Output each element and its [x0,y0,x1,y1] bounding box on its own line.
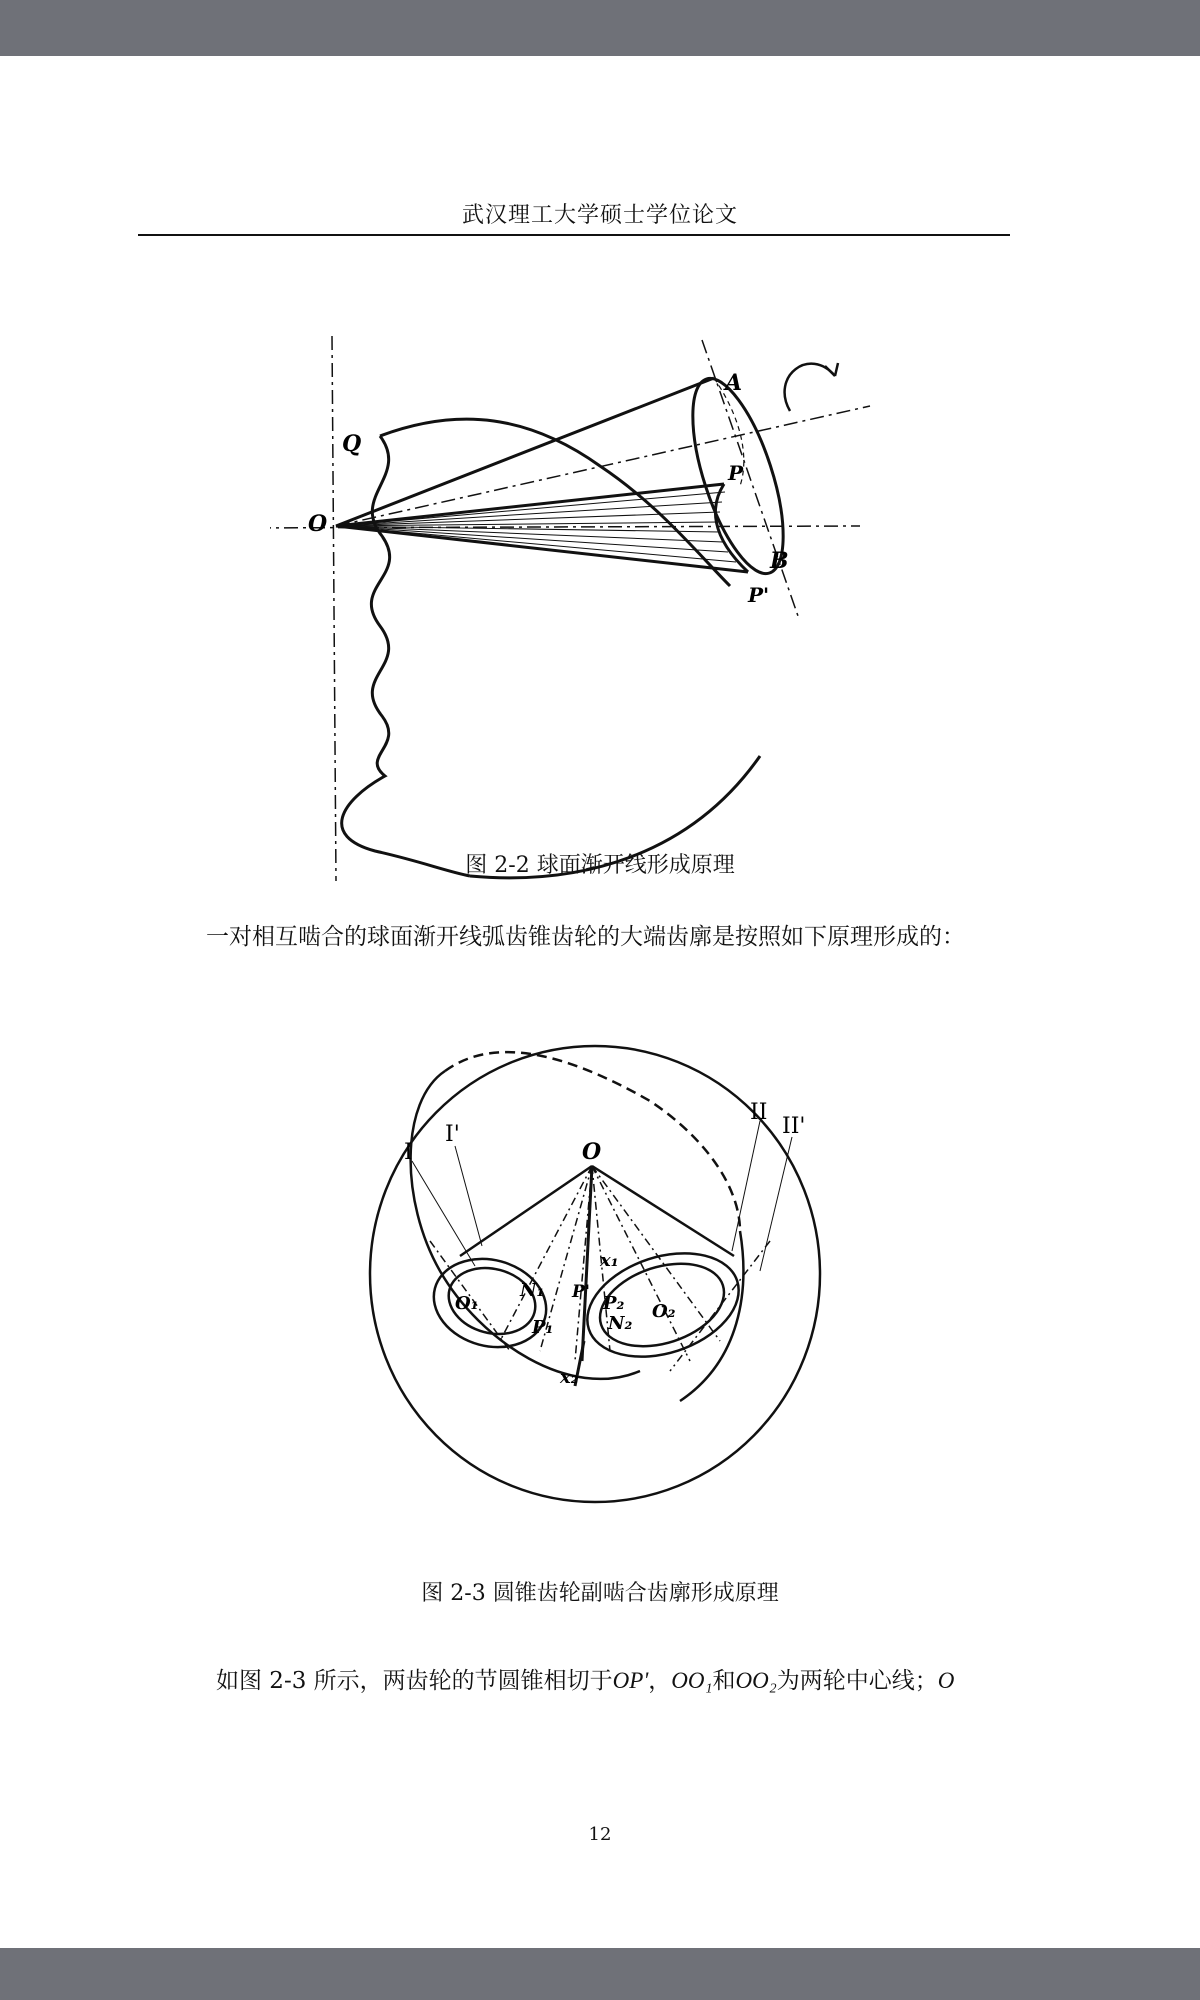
label-o: O [308,511,328,537]
label-o2: O₂ [652,1301,676,1322]
math-op-prime: OP' [612,1668,649,1693]
label-n1: N₁ [520,1280,545,1301]
label-p: P [728,461,744,485]
wavy-boundary [342,436,470,876]
label-p2: P₂ [603,1293,625,1314]
label-o1: O₁ [455,1293,479,1314]
label-q: Q [342,431,362,457]
label-o: O [582,1139,602,1165]
running-header: 武汉理工大学硕士学位论文 [461,203,738,228]
label-p-prime: P' [748,583,770,607]
label-n2: N₂ [608,1313,633,1334]
paragraph-2 [216,1654,1056,1708]
rotation-arrow-icon [785,363,838,411]
label-x2: x₂ [560,1367,579,1388]
paragraph-2-and: 和 [712,1668,736,1694]
page-number: 12 [588,1824,612,1845]
paragraph-2-sep: ， [648,1668,672,1694]
label-a: A [725,370,743,396]
figure-2-2-caption: 图 2-2 球面渐开线形成原理 [465,853,735,878]
figure-2-3-caption: 图 2-3 圆锥齿轮副啮合齿廓形成原理 [421,1581,779,1606]
label-i: I [404,1140,413,1165]
figure-2-2-spherical-involute [270,336,890,896]
math-o-tail: O [937,1668,955,1693]
label-i-prime: I' [445,1122,460,1147]
vertical-axis [332,336,336,881]
label-ii: II [750,1100,768,1125]
paragraph-2-prefix: 如图 2-3 所示，两齿轮的节圆锥相切于 [216,1668,613,1694]
header-rule [138,234,1010,236]
top-scan-band [0,0,1200,56]
paragraph-1 [138,910,1038,964]
math-oo2: OO₂ [735,1668,777,1693]
label-p-prime: P' [572,1282,590,1302]
bottom-scan-band [0,1948,1200,2000]
figure-2-3-bevel-gear-mesh [360,1041,830,1521]
paragraph-1-text: 一对相互啮合的球面渐开线弧齿锥齿轮的大端齿廓是按照如下原理形成的： [206,924,965,950]
paragraph-2-suffix: 为两轮中心线； [776,1668,938,1694]
math-oo1: OO₁ [671,1668,713,1693]
label-b: B [770,548,789,574]
label-x1: x₁ [600,1250,619,1271]
document-page [0,56,1200,1948]
label-ii-prime: II' [782,1114,806,1139]
label-p1: P₁ [532,1317,554,1338]
